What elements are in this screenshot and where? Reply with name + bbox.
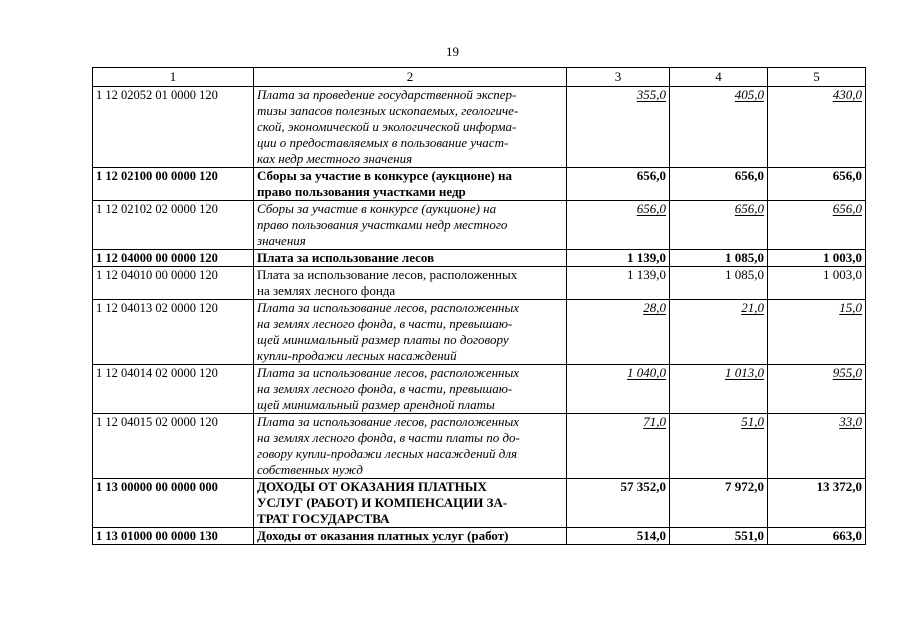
row-value-v4: 656,0: [670, 168, 768, 201]
row-value-v4: 1 085,0: [670, 250, 768, 267]
row-value-v5: 430,0: [768, 87, 866, 168]
row-value-v4: 51,0: [670, 414, 768, 479]
row-name: [254, 365, 567, 414]
row-name-line: Плата за использование лесов: [257, 250, 435, 265]
row-value-v3: 514,0: [567, 528, 670, 545]
budget-table: [92, 67, 866, 545]
column-header: 3: [567, 68, 670, 87]
page-number: 19: [446, 44, 459, 59]
row-name-line: Сборы за участие в конкурсе (аукционе) на: [257, 168, 513, 183]
row-value-v3: 57 352,0: [567, 479, 670, 528]
row-value-v4: 551,0: [670, 528, 768, 545]
table-row: [93, 479, 866, 528]
row-name: [254, 300, 567, 365]
row-code: 1 12 02052 01 0000 120: [93, 87, 254, 168]
row-name: [254, 528, 567, 545]
column-header: 1: [93, 68, 254, 87]
table-row: [93, 168, 866, 201]
table-row: [93, 300, 866, 365]
table-row: [93, 414, 866, 479]
row-value-v5: 663,0: [768, 528, 866, 545]
table-row: [93, 267, 866, 300]
row-value-v5: 33,0: [768, 414, 866, 479]
table-row: [93, 201, 866, 250]
table-row: [93, 528, 866, 545]
row-name-line: право пользования участками недр: [257, 184, 466, 199]
row-name-line: на землях лесного фонда, в части, превышаю-: [257, 316, 513, 331]
row-value-v4: 7 972,0: [670, 479, 768, 528]
row-name-line: УСЛУГ (РАБОТ) И КОМПЕНСАЦИИ ЗА-: [257, 495, 508, 510]
row-name-line: ской, экономической и экологической информа-: [257, 119, 517, 134]
row-name-line: ции о предоставляемых в пользование участ-: [257, 135, 509, 150]
row-code: 1 12 04010 00 0000 120: [93, 267, 254, 300]
table-body: [93, 87, 866, 545]
row-name-line: на землях лесного фонда, в части платы по до-: [257, 430, 520, 445]
row-value-v5: 15,0: [768, 300, 866, 365]
row-value-v5: 656,0: [768, 168, 866, 201]
column-header: 5: [768, 68, 866, 87]
row-code: 1 12 02102 02 0000 120: [93, 201, 254, 250]
row-value-v3: 355,0: [567, 87, 670, 168]
row-value-v3: 1 040,0: [567, 365, 670, 414]
row-value-v3: 1 139,0: [567, 267, 670, 300]
row-name-line: щей минимальный размер платы по договору: [257, 332, 509, 347]
row-value-v5: 1 003,0: [768, 250, 866, 267]
row-value-v4: 405,0: [670, 87, 768, 168]
row-code: 1 12 04015 02 0000 120: [93, 414, 254, 479]
row-name-line: ДОХОДЫ ОТ ОКАЗАНИЯ ПЛАТНЫХ: [257, 479, 487, 494]
row-value-v5: 955,0: [768, 365, 866, 414]
header-row: [93, 68, 866, 87]
column-header: 4: [670, 68, 768, 87]
row-name-line: на землях лесного фонда: [257, 283, 396, 298]
row-name-line: ках недр местного значения: [257, 151, 413, 166]
row-name: [254, 479, 567, 528]
row-value-v3: 71,0: [567, 414, 670, 479]
row-name-line: купли-продажи лесных насаждений: [257, 348, 457, 363]
row-code: 1 12 04013 02 0000 120: [93, 300, 254, 365]
row-name-line: Плата за использование лесов, расположенных: [257, 365, 520, 380]
row-name-line: ТРАТ ГОСУДАРСТВА: [257, 511, 390, 526]
row-name-line: Плата за использование лесов, расположенных: [257, 300, 520, 315]
row-name: [254, 250, 567, 267]
table-row: [93, 250, 866, 267]
row-code: 1 12 04014 02 0000 120: [93, 365, 254, 414]
row-name-line: говору купли-продажи лесных насаждений для: [257, 446, 518, 461]
row-value-v4: 21,0: [670, 300, 768, 365]
row-value-v4: 1 085,0: [670, 267, 768, 300]
row-value-v4: 656,0: [670, 201, 768, 250]
row-name-line: щей минимальный размер арендной платы: [257, 397, 495, 412]
row-name-line: право пользования участками недр местного: [257, 217, 508, 232]
row-code: 1 13 01000 00 0000 130: [93, 528, 254, 545]
row-value-v5: 656,0: [768, 201, 866, 250]
column-header: 2: [254, 68, 567, 87]
table-row: [93, 87, 866, 168]
row-name-line: Доходы от оказания платных услуг (работ): [257, 528, 509, 543]
row-value-v5: 13 372,0: [768, 479, 866, 528]
row-name: [254, 168, 567, 201]
row-name-line: собственных нужд: [257, 462, 363, 477]
row-name-line: Плата за использование лесов, расположенных: [257, 267, 518, 282]
row-name: [254, 267, 567, 300]
row-value-v3: 1 139,0: [567, 250, 670, 267]
row-code: 1 12 02100 00 0000 120: [93, 168, 254, 201]
row-name-line: тизы запасов полезных ископаемых, геологиче-: [257, 103, 519, 118]
row-name-line: значения: [257, 233, 306, 248]
table-row: [93, 365, 866, 414]
row-name-line: Сборы за участие в конкурсе (аукционе) на: [257, 201, 497, 216]
row-name: [254, 201, 567, 250]
row-value-v3: 28,0: [567, 300, 670, 365]
row-name-line: Плата за проведение государственной экспер-: [257, 87, 517, 102]
row-code: 1 12 04000 00 0000 120: [93, 250, 254, 267]
row-name-line: на землях лесного фонда, в части, превышаю-: [257, 381, 513, 396]
row-value-v5: 1 003,0: [768, 267, 866, 300]
row-name: [254, 87, 567, 168]
row-value-v3: 656,0: [567, 201, 670, 250]
row-value-v4: 1 013,0: [670, 365, 768, 414]
row-name-line: Плата за использование лесов, расположенных: [257, 414, 520, 429]
row-value-v3: 656,0: [567, 168, 670, 201]
row-name: [254, 414, 567, 479]
row-code: 1 13 00000 00 0000 000: [93, 479, 254, 528]
